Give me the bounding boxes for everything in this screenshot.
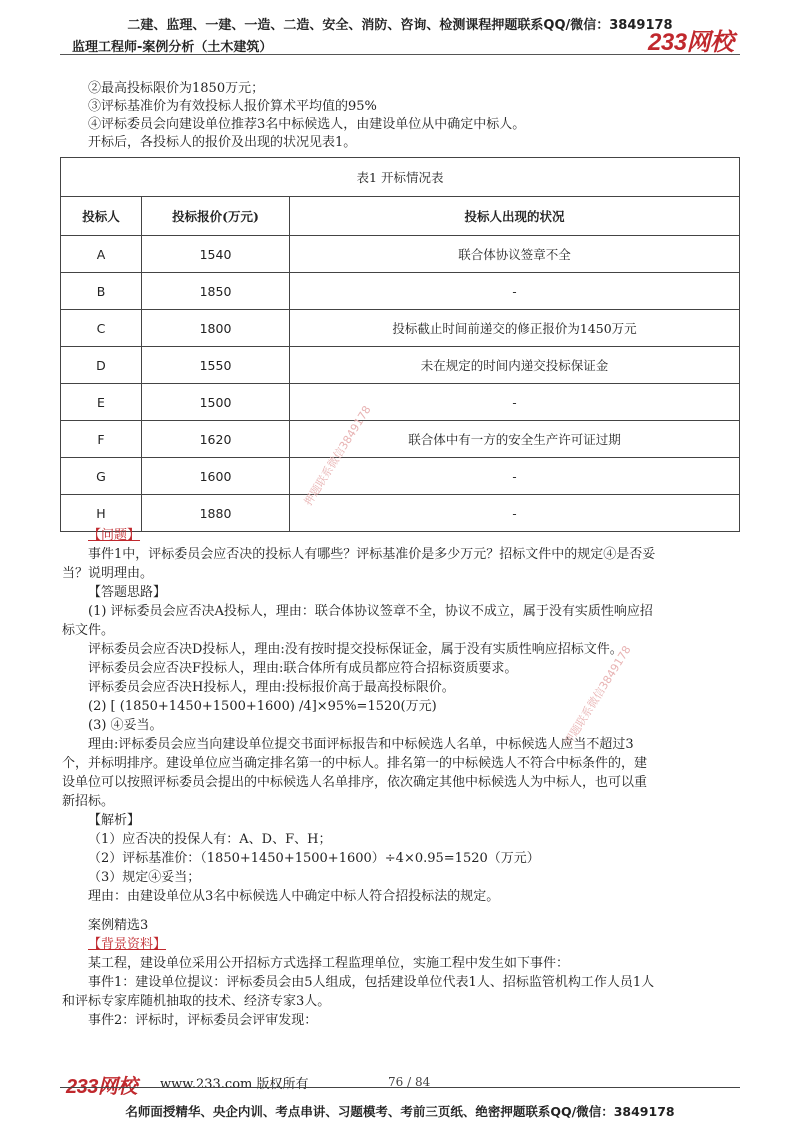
case-title: 案例精选3 (88, 918, 149, 933)
intro-line-2: ③评标基准价为有效投标人报价算术平均值的95% (88, 99, 377, 114)
header-subtitle: 监理工程师-案例分析（土木建筑） (72, 40, 273, 55)
answer-line: (2) [ (1850+1450+1500+1600) /4]×95%=1520(万元) (88, 699, 437, 714)
cell-status: - (290, 458, 740, 495)
cell-bidder: H (61, 495, 142, 532)
cell-price: 1800 (142, 310, 290, 347)
cell-price: 1550 (142, 347, 290, 384)
cell-price: 1620 (142, 421, 290, 458)
cell-bidder: C (61, 310, 142, 347)
cell-price: 1880 (142, 495, 290, 532)
header-divider (60, 54, 740, 55)
table-caption: 表1 开标情况表 (61, 158, 740, 197)
cell-status: - (290, 495, 740, 532)
cell-price: 1600 (142, 458, 290, 495)
analysis-tag: 【解析】 (88, 813, 141, 828)
cell-bidder: E (61, 384, 142, 421)
answer-line: 评标委员会应否决F投标人，理由:联合体所有成员都应符合招标资质要求。 (88, 661, 518, 676)
table-row (61, 347, 740, 384)
cell-bidder: D (61, 347, 142, 384)
answer-line: 新招标。 (62, 794, 115, 809)
answer-line: 评标委员会应否决H投标人，理由:投标报价高于最高投标限价。 (88, 680, 455, 695)
column-header-status: 投标人出现的状况 (290, 197, 740, 236)
cell-price: 1500 (142, 384, 290, 421)
answer-line: 个，并标明排序。建设单位应当确定排名第一的中标人。排名第一的中标候选人不符合中标条件的，建 (62, 756, 648, 771)
analysis-line: （2）评标基准价：（1850+1450+1500+1600）÷4×0.95=1520（万元） (88, 851, 540, 866)
answer-line: 设单位可以按照评标委员会提出的中标候选人名单排序，依次确定其他中标候选人为中标人，也可以重 (62, 775, 648, 790)
footer-ad-text: 名师面授精华、央企内训、考点串讲、习题模考、考前三页纸、绝密押题联系QQ/微信：3849178 (125, 1104, 675, 1119)
footer-logo: 233网校 (66, 1076, 137, 1098)
watermark-text: 押题联系微信3849178 (301, 403, 374, 508)
cell-price: 1540 (142, 236, 290, 273)
answer-line: 评标委员会应否决D投标人，理由:没有按时提交投标保证金，属于没有实质性响应招标文件。 (88, 642, 623, 657)
table-row (61, 236, 740, 273)
intro-line-1: ②最高投标限价为1850万元； (88, 81, 265, 96)
footer-divider (60, 1087, 740, 1088)
table-row (61, 458, 740, 495)
column-header-bidder: 投标人 (61, 197, 142, 236)
cell-bidder: B (61, 273, 142, 310)
watermark-text: 押题联系微信3849178 (561, 643, 634, 748)
cell-bidder: F (61, 421, 142, 458)
answer-line: (1) 评标委员会应否决A投标人，理由：联合体协议签章不全，协议不成立，属于没有实质性响应招 (88, 604, 653, 619)
cell-status: 未在规定的时间内递交投标保证金 (290, 347, 740, 384)
cell-bidder: A (61, 236, 142, 273)
cell-bidder: G (61, 458, 142, 495)
case-line: 和评标专家库随机抽取的技术、经济专家3人。 (62, 994, 331, 1009)
answer-line: 理由:评标委员会应当向建设单位提交书面评标报告和中标候选人名单，中标候选人应当不超过3 (88, 737, 634, 752)
analysis-line: （3）规定④妥当； (88, 870, 201, 885)
column-header-price: 投标报价(万元) (142, 197, 290, 236)
intro-line-4: 开标后，各投标人的报价及出现的状况见表1。 (88, 135, 357, 150)
intro-line-3: ④评标委员会向建设单位推荐3名中标候选人，由建设单位从中确定中标人。 (88, 117, 526, 132)
answer-tag: 【答题思路】 (88, 585, 167, 600)
question-line-2: 当？说明理由。 (62, 566, 154, 581)
background-tag: 【背景资料】 (88, 937, 167, 952)
case-line: 事件2：评标时，评标委员会评审发现： (88, 1013, 318, 1028)
header-ad-text: 二建、监理、一建、一造、二造、安全、消防、咨询、检测课程押题联系QQ/微信：3849178 (127, 18, 673, 33)
table-row (61, 310, 740, 347)
footer-copyright: www.233.com 版权所有 (160, 1077, 309, 1092)
cell-status: - (290, 273, 740, 310)
analysis-line: （1）应否决的投保人有：A、D、F、H； (88, 832, 332, 847)
cell-status: 联合体中有一方的安全生产许可证过期 (290, 421, 740, 458)
case-line: 某工程，建设单位采用公开招标方式选择工程监理单位，实施工程中发生如下事件： (88, 956, 570, 971)
cell-status: - (290, 384, 740, 421)
analysis-line: 理由：由建设单位从3名中标候选人中确定中标人符合招投标法的规定。 (88, 889, 500, 904)
brand-logo: 233网校 (648, 29, 734, 56)
cell-status: 投标截止时间前递交的修正报价为1450万元 (290, 310, 740, 347)
case-line: 事件1：建设单位提议：评标委员会由5人组成，包括建设单位代表1人、招标监管机构工作人员1人 (88, 975, 655, 990)
table-row (61, 421, 740, 458)
question-line-1: 事件1中，评标委员会应否决的投标人有哪些？评标基准价是多少万元？招标文件中的规定④是否妥 (88, 547, 656, 562)
cell-status: 联合体协议签章不全 (290, 236, 740, 273)
bid-table (60, 157, 740, 532)
page-number: 76 / 84 (388, 1075, 431, 1089)
answer-line: 标文件。 (62, 623, 115, 638)
answer-line: (3) ④妥当。 (88, 718, 163, 733)
table-row (61, 495, 740, 532)
table-row (61, 273, 740, 310)
cell-price: 1850 (142, 273, 290, 310)
question-tag: 【问题】 (88, 528, 141, 543)
table-row (61, 384, 740, 421)
